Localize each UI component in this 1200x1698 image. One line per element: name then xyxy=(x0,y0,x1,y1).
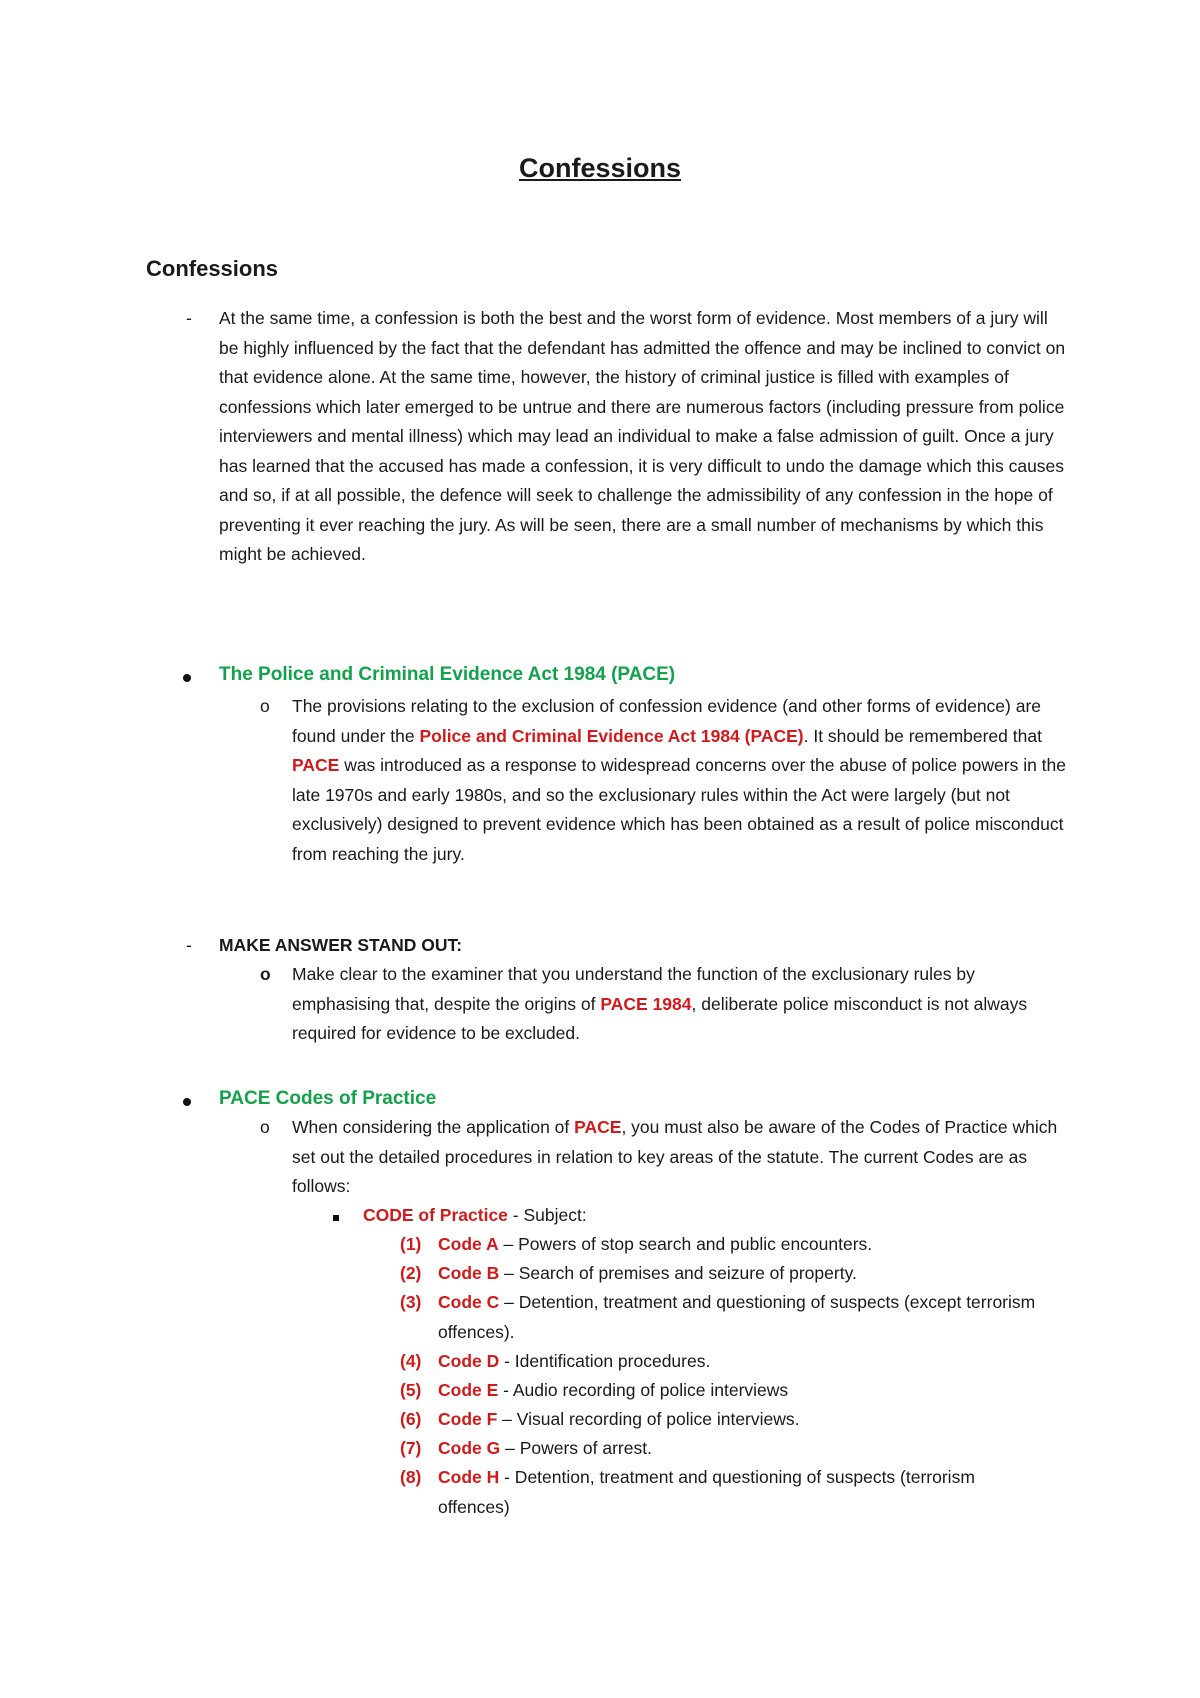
code-number: (5) xyxy=(400,1380,422,1400)
code-description: – Powers of arrest. xyxy=(500,1438,652,1458)
stand-out-text-2: , deliberate police misconduct is not always required for evidence to be excluded. xyxy=(292,993,1028,1043)
intro-paragraph: At the same time, a confession is both the best and the worst form of evidence. Most members of a jury will be highly influenced by the fact that the defendant has admitted the offence and may be inclined to convict on that evidence alone. At the same time, however, the history of criminal justice is filled with examples of confessions which later emerged to be untrue and there are numerous factors (including pressure from police interviewers and mental illness) which may lead an individual to make a false admission of guilt. Once a jury has learned that the accused has made a confession, it is very difficult to undo the damage which this causes and so, if at all possible, the defence will seek to challenge the admissibility of any confession in the hope of preventing it ever reaching the jury. As will be seen, there are a small number of mechanisms by which this might be achieved. xyxy=(219,308,1066,564)
pace-reference: PACE xyxy=(574,1117,622,1137)
code-name: Code C xyxy=(438,1292,500,1312)
square-bullet-icon xyxy=(333,1201,339,1231)
codes-text-2: , you must also be aware of the Codes of Practice which set out the detailed procedures in relation to key areas of the statute. The current Codes are as follows: xyxy=(292,1117,1058,1196)
code-entry xyxy=(438,1463,1038,1522)
code-name: Code G xyxy=(438,1438,501,1458)
subject-label: - Subject: xyxy=(507,1205,587,1225)
code-number: (3) xyxy=(400,1292,422,1312)
stand-out-paragraph xyxy=(292,960,1052,1049)
code-description: – Visual recording of police interviews. xyxy=(497,1409,800,1429)
code-name: Code B xyxy=(438,1263,500,1283)
code-entry xyxy=(438,1434,1078,1464)
code-description: - Audio recording of police interviews xyxy=(498,1380,789,1400)
codes-paragraph xyxy=(292,1113,1082,1202)
code-name: Code F xyxy=(438,1409,498,1429)
code-description: - Detention, treatment and questioning of suspects (terrorism offences) xyxy=(438,1467,975,1517)
dash-marker: - xyxy=(186,308,192,328)
code-number: (1) xyxy=(400,1234,422,1254)
code-description: – Powers of stop search and public encounters. xyxy=(498,1234,873,1254)
pace-text-3: was introduced as a response to widespread concerns over the abuse of police powers in the late 1970s and early 1980s, and so the exclusionary rules within the Act were largely (but not exclusively) designed to prevent evidence which has been obtained as a result of police misconduct from reaching the jury. xyxy=(292,755,1067,864)
pace-act-reference: Police and Criminal Evidence Act 1984 (PACE) xyxy=(419,725,804,746)
pace-paragraph xyxy=(292,692,1072,869)
pace-reference: PACE xyxy=(292,755,340,775)
code-entry xyxy=(438,1376,1078,1406)
pace-text-2: . It should be remembered that xyxy=(803,725,1042,746)
code-description: - Identification procedures. xyxy=(499,1351,711,1371)
code-number: (7) xyxy=(400,1438,422,1458)
code-number: (2) xyxy=(400,1263,422,1283)
code-entry xyxy=(438,1347,1078,1377)
code-entry xyxy=(438,1230,1078,1260)
code-number: (6) xyxy=(400,1409,422,1429)
pace-text-1: The provisions relating to the exclusion of confession evidence (and other forms of evidence) are found under the xyxy=(292,696,1042,746)
code-of-practice-label: CODE of Practice xyxy=(363,1205,508,1225)
code-entry xyxy=(438,1288,1058,1347)
pace-1984-reference: PACE 1984 xyxy=(600,993,692,1014)
code-number: (4) xyxy=(400,1351,422,1371)
code-name: Code D xyxy=(438,1351,500,1371)
sub-bullet-marker: o xyxy=(260,964,271,984)
code-entry xyxy=(438,1405,1078,1435)
code-name: Code H xyxy=(438,1467,500,1487)
sub-bullet-marker: o xyxy=(260,696,270,716)
code-name: Code E xyxy=(438,1380,499,1400)
section-heading: Confessions xyxy=(146,256,279,281)
codes-heading: PACE Codes of Practice xyxy=(219,1088,437,1109)
dash-marker: - xyxy=(186,935,192,955)
bullet-icon xyxy=(183,1086,191,1116)
bullet-icon xyxy=(183,662,191,692)
sub-bullet-marker: o xyxy=(260,1117,270,1137)
pace-heading: The Police and Criminal Evidence Act 1984 (PACE) xyxy=(219,664,676,685)
code-number: (8) xyxy=(400,1467,422,1487)
codes-text-1: When considering the application of xyxy=(292,1117,575,1137)
code-name: Code A xyxy=(438,1234,499,1254)
code-description: – Search of premises and seizure of property. xyxy=(499,1263,857,1283)
document-title: Confessions xyxy=(518,153,682,183)
code-entry xyxy=(438,1259,1078,1289)
stand-out-text-1: Make clear to the examiner that you understand the function of the exclusionary rules by emphasising that, despite the origins of xyxy=(292,964,975,1014)
code-description: – Detention, treatment and questioning of suspects (except terrorism offences). xyxy=(438,1292,1036,1342)
codes-subheading xyxy=(363,1201,587,1231)
stand-out-heading: MAKE ANSWER STAND OUT: xyxy=(219,935,463,955)
